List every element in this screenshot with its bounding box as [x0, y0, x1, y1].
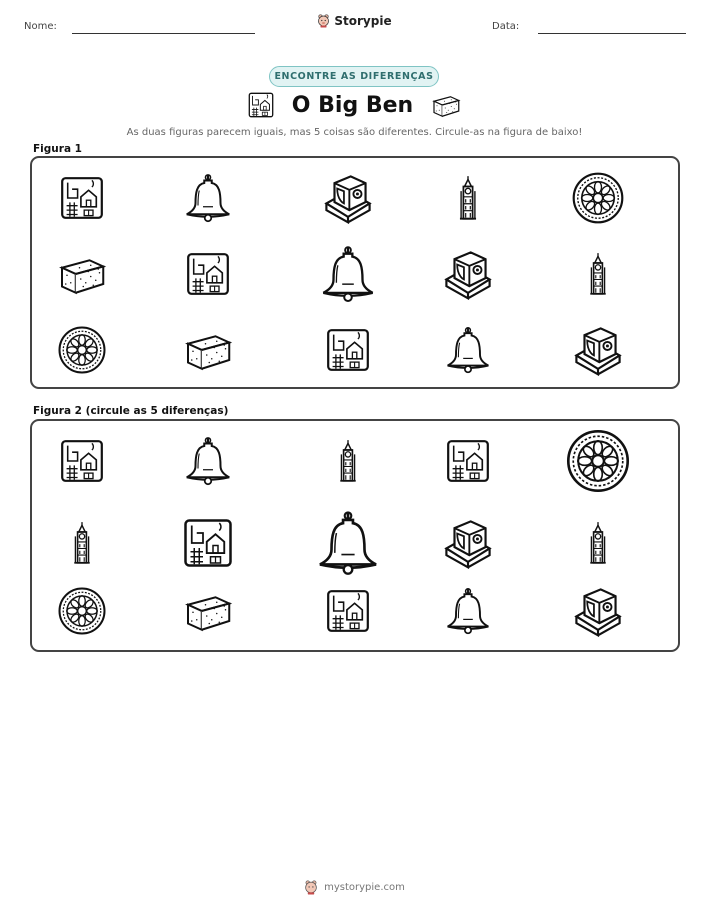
figure2-item[interactable]: [326, 439, 370, 483]
figure1-item[interactable]: [571, 171, 625, 225]
figure2-item[interactable]: [183, 518, 233, 568]
bell-icon: [319, 245, 377, 303]
tower-icon: [445, 175, 491, 221]
figure2-item[interactable]: [183, 436, 233, 486]
figure2-item[interactable]: [571, 584, 625, 638]
figure2-item[interactable]: [57, 586, 107, 636]
bell-icon: [183, 436, 233, 486]
brand-name: Storypie: [334, 14, 392, 28]
block-icon: [441, 247, 495, 301]
rose-window-icon: [565, 428, 631, 494]
figure1-item[interactable]: [57, 249, 107, 299]
tower-icon: [576, 521, 620, 565]
figure1-item[interactable]: [183, 173, 233, 223]
figure1-item[interactable]: [576, 252, 620, 296]
name-field[interactable]: [72, 33, 255, 34]
figure2-item[interactable]: [315, 510, 381, 576]
figure1-item[interactable]: [183, 325, 233, 375]
figure1-item[interactable]: [186, 252, 230, 296]
map-icon: [186, 252, 230, 296]
block-icon: [441, 516, 495, 570]
figure1-item[interactable]: [319, 245, 377, 303]
instructions: As duas figuras parecem iguais, mas 5 coisas são diferentes. Circule-as na figura de baixo!: [126, 127, 583, 138]
footer: [0, 880, 709, 895]
map-icon: [326, 589, 370, 633]
figure2-item[interactable]: [446, 439, 490, 483]
map-icon: [183, 518, 233, 568]
rose-window-icon: [57, 586, 107, 636]
date-label: Data:: [492, 21, 520, 32]
tower-icon: [60, 521, 104, 565]
bell-icon: [315, 510, 381, 576]
activity-badge: ENCONTRE AS DIFERENÇAS: [269, 66, 439, 87]
figure1-item[interactable]: [60, 176, 104, 220]
figure1-item[interactable]: [321, 171, 375, 225]
figure1-item[interactable]: [571, 323, 625, 377]
figure1-item[interactable]: [326, 328, 370, 372]
bell-icon: [444, 326, 492, 374]
map-icon: [326, 328, 370, 372]
figure2-item[interactable]: [576, 521, 620, 565]
tower-icon: [576, 252, 620, 296]
bell-icon: [183, 173, 233, 223]
brick-icon: [57, 249, 107, 299]
name-label: Nome:: [24, 21, 57, 32]
storypie-mascot-icon: [317, 14, 330, 28]
figure1-panel: [30, 156, 680, 389]
map-icon: [248, 92, 274, 118]
page-title: O Big Ben: [291, 92, 414, 118]
brick-icon: [183, 325, 233, 375]
figure1-item[interactable]: [57, 325, 107, 375]
bell-icon: [444, 587, 492, 635]
figure2-item[interactable]: [326, 589, 370, 633]
block-icon: [321, 171, 375, 225]
brand-logo: [0, 14, 709, 28]
figure2-panel: [30, 419, 680, 652]
figure2-label: Figura 2 (circule as 5 diferenças): [33, 405, 229, 417]
figure2-item[interactable]: [60, 521, 104, 565]
figure2-item[interactable]: [60, 439, 104, 483]
figure2-item[interactable]: [444, 587, 492, 635]
storypie-mascot-icon: [304, 880, 318, 895]
figure2-item[interactable]: [565, 428, 631, 494]
figure1-item[interactable]: [441, 247, 495, 301]
footer-site: mystorypie.com: [324, 882, 405, 893]
map-icon: [60, 439, 104, 483]
figure1-item[interactable]: [444, 326, 492, 374]
map-icon: [446, 439, 490, 483]
map-icon: [60, 176, 104, 220]
brick-icon: [431, 90, 461, 120]
figure1-label: Figura 1: [33, 143, 82, 155]
figure2-item[interactable]: [441, 516, 495, 570]
date-field[interactable]: [538, 33, 686, 34]
figure1-item[interactable]: [445, 175, 491, 221]
block-icon: [571, 323, 625, 377]
rose-window-icon: [57, 325, 107, 375]
brick-icon: [183, 586, 233, 636]
tower-icon: [326, 439, 370, 483]
block-icon: [571, 584, 625, 638]
figure2-item[interactable]: [183, 586, 233, 636]
title-row: [0, 90, 709, 120]
rose-window-icon: [571, 171, 625, 225]
